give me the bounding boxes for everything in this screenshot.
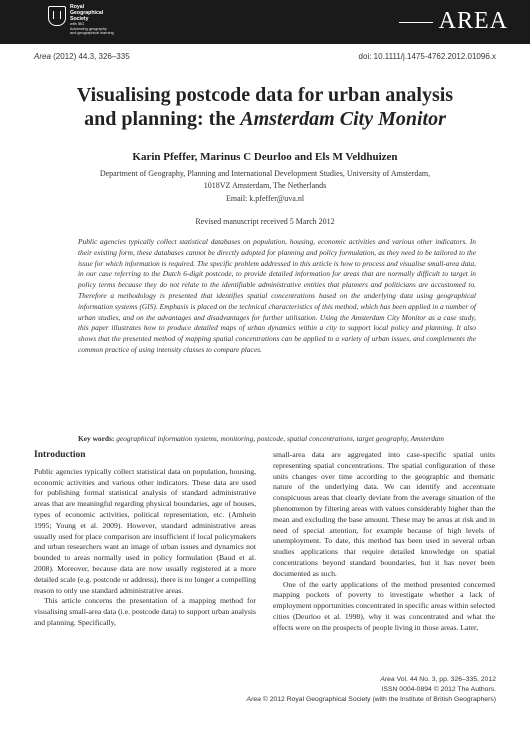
paragraph: Public agencies typically collect statistical data on population, housing, economic activities and various other indicators. These data are used for publishing formal statistical analysis of standard administrative areas that are meaningful regarding physical boundaries, age of houses, types of economic activities, political representation, etc. (Amhein 1995; Young et al. 2009). However, standard administrative areas usually used for place comparison are insufficient if local policymakers and urban researchers want an image of urban issues and dynamics not bounded to areas normally used in policy formulation (Baud et al. 2008). Moreover, because data are now usually registered at a more detailed scale (e.g. postcode or address), there is no longer a compelling reason to only use standard administrative areas. [34, 466, 256, 595]
paragraph: small-area data are aggregated into case-specific spatial units representing spatial concentrations. The spatial configuration of these units changes over time according to the geographic and thematic nature of the underlying data. We can identify and accentuate conspicuous areas that clearly deviate from the average situation of the phenomenon by filtering areas with values considerably higher than the mean and excluding the base amount. These may be areas at risk and in need of special attention, for example because of high levels of unemployment. To date, this method has been used in several urban studies applications that require detailed knowledge on spatial concentrations beyond standard boundaries, but it has never been documented as such. [273, 450, 495, 578]
article-title [60, 83, 470, 131]
journal-name: Area [34, 52, 51, 61]
author-email: Email: k.pfeffer@uva.nl [225, 193, 305, 203]
society-name-line1: Royal [70, 4, 85, 10]
rgs-logo [48, 4, 138, 40]
page-footer [96, 675, 496, 705]
affiliation-line2: 1018VZ Amsterdam, The Netherlands [203, 181, 327, 191]
footer-journal: Area [380, 676, 395, 683]
title-main: Visualising postcode data for urban analysis and planning: the [76, 84, 454, 130]
keywords [78, 434, 476, 445]
journal-header-bar [0, 0, 530, 44]
abstract: Public agencies typically collect statistical databases on population, housing, economic activities and various other indicators. In their existing form, these databases cannot be directly adopted for planning and policy formulation, as they need to be tailored to the issue for which information is required. The specific problem addressed in this article is how to process and visualise small-area data, in our case referring to the Dutch 6-digit postcode, to provide detailed information for areas that are normally difficult to target in policy terms because they do not relate to the identifiable administrative entities that planners and politicians are accustomed to. Therefore a methodology is presented that identifies spatial concentrations based on the underlying data using geographical information systems (GIS). Emphasis is placed on the technical characteristics of this method, which has been applied in a number of urban studies, and on the advantages and disadvantages for further utilisation. Using the Amsterdam City Monitor as a case study, this paper illustrates how to produce detailed maps of urban dynamics within a city to support local policy and planning. It also shows that the presented method of mapping spatial concentrations can be applied to a variety of urban issues, and complements the common practice of using intensity classes to compare places. [78, 237, 476, 354]
volume-pages: (2012) 44.3, 326–335 [50, 52, 130, 61]
revised-date: Revised manuscript received 5 March 2012 [195, 217, 335, 226]
affiliation-line1: Department of Geography, Planning and International Development Studies, University of Amsterdam, [99, 169, 431, 178]
journal-brand: AREA [438, 8, 508, 34]
keywords-list: geographical information systems, monitoring, postcode, spatial concentrations, target geography, Amsterdam [114, 434, 444, 443]
footer-journal: Area [246, 696, 261, 703]
authors: Karin Pfeffer, Marinus C Deurloo and Els M Veldhuizen [132, 151, 398, 163]
society-name-line2: Geographical [70, 10, 104, 16]
rgs-shield-icon [48, 6, 66, 26]
footer-copyright: © 2012 Royal Geographical Society (with the Institute of British Geographers) [260, 696, 496, 703]
society-tagline1: Advancing geography [70, 26, 107, 31]
doi: doi: 10.1111/j.1475-4762.2012.01096.x [358, 52, 496, 61]
body-column-left [34, 450, 256, 629]
footer-volume: Vol. 44 No. 3, pp. 326–335, 2012 [394, 676, 496, 683]
section-heading-introduction: Introduction [34, 450, 86, 460]
citation [34, 52, 130, 61]
paragraph: This article concerns the presentation of a mapping method for visualising small-area data (i.e. postcode data) to support urban analysis and planning. Specifically, [34, 596, 256, 627]
body-column-right [273, 450, 495, 634]
footer-line1 [96, 675, 496, 685]
title-italic: Amsterdam City Monitor [240, 108, 446, 130]
footer-line2: ISSN 0004-0894 © 2012 The Authors. [381, 686, 496, 693]
society-name-line3: Society [70, 16, 89, 22]
society-tagline2: and geographical learning [70, 31, 114, 35]
footer-line3 [96, 695, 496, 705]
affiliation [60, 168, 470, 205]
keywords-label: Key words: [78, 434, 115, 443]
paragraph: One of the early applications of the method presented concerned mapping pockets of poverty to investigate whether a lack of employment opportunities concentrated in specific areas within selected cities (Deurloo et al. 1998), why it was concentrated and what the effects were on the prospects of people living in those areas. Later, [273, 579, 495, 632]
society-name-line4: with IBG [70, 22, 85, 26]
